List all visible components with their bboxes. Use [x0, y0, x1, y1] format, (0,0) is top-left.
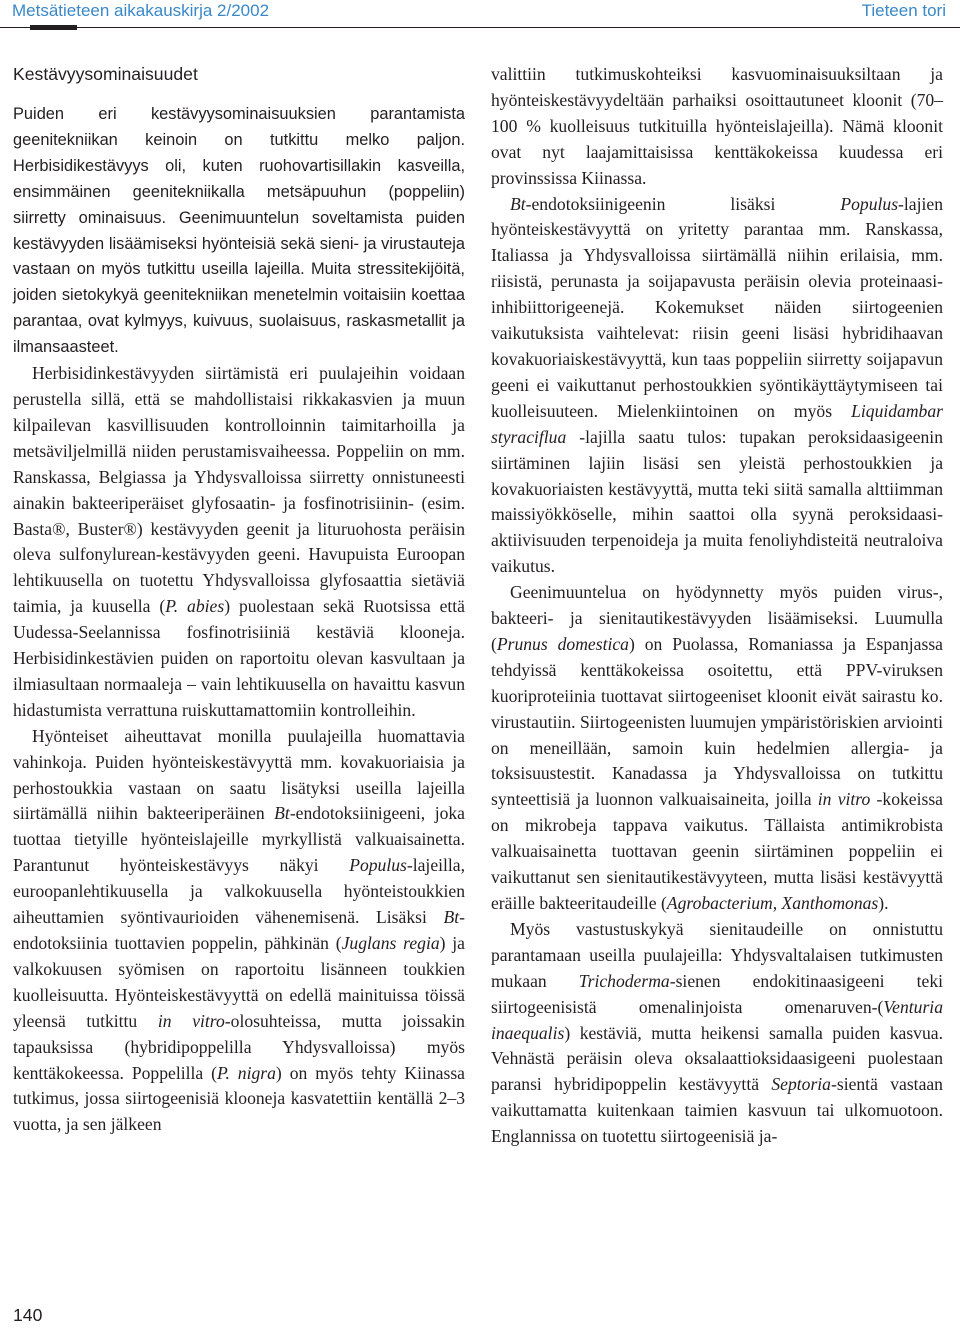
paragraph-insects	[13, 724, 465, 1139]
text-run: ) on myös tehty Kiinassa tutkimus, jossa siirtogeenisiä klooneja kasvatettiin kentällä 2–3 vuotta, ja sen jälkeen	[13, 1062, 465, 1135]
text-run: ) kestäviä, mutta heikensi samalla puiden kasvua. Vehnästä peräisin oleva oksalaattioksidaasigeeni puolestaan paransi hybridipoppelin kestävyyttä	[491, 1022, 943, 1095]
italic-term: in vitro	[817, 789, 871, 810]
italic-term: Bt	[274, 803, 290, 824]
running-header	[0, 0, 960, 34]
paragraph-continued: valittiin tutkimuskohteiksi kasvuominaisuuksiltaan ja hyönteiskestävyydeltään parhaiksi osoittautuneet kloonit (70–100 % kuolleisuus tutkituilla hyönteislajeilla). Nämä kloonit ovat nyt laajamittaisissa kenttäkokeissa kuudessa eri provinssissa Kiinassa.	[491, 64, 943, 188]
text-run: -endotoksiinigeenin lisäksi	[525, 193, 841, 214]
page-number: 140	[13, 1305, 43, 1325]
text-run: ) ja valkokuusen syömisen on raportoitu lisänneen toukkien kuolleisuutta. Hyönteiskestävyyttä on edellä mainituissa töissä yleensä tutkittu	[13, 933, 465, 1031]
text-run: ).	[878, 893, 889, 913]
intro-sans-text: Puiden eri kestävyysominaisuuksien parantamista geenitekniikan keinoin on tutkittu melko paljon. Herbisidikestävyys oli, kuten ruohovartisillakin kasveilla, ensimmäinen geenitekniikalla metsäpuuhun (poppeliin) siirretty ominaisuus.	[13, 105, 465, 227]
italic-term: in vitro	[157, 1010, 225, 1031]
text-run: -olosuhteissa, mutta joissakin tapauksissa (hybridipoppelilla Yhdysvalloissa) myös kenttäkokeessa. Poppelilla (	[13, 1010, 465, 1083]
paragraph-fungal	[491, 917, 943, 1150]
paragraph-proteinase	[491, 192, 943, 581]
text-run: -endotoksiinia tuottavien poppelin, pähkinän (	[13, 907, 465, 953]
text-run: -sientä vastaan vaikuttamatta kuitenkaan taimien kasvuun tai ulkomuotoon. Englannissa on tuotettu siirtogeenisiä ja-	[491, 1074, 943, 1147]
species-name: Venturia inaequalis	[491, 996, 943, 1043]
text-run: -sienen endokitinaasigeeni teki siirtogeenisistä omenalinjoista omenaruven-(	[491, 970, 943, 1017]
species-name: Populus	[840, 193, 899, 214]
paragraph-disease	[491, 580, 943, 917]
species-name: Prunus domestica	[496, 633, 629, 654]
section-name: Tieteen tori	[861, 1, 946, 20]
paragraph-intro	[13, 102, 465, 361]
text-run: Myös vastustuskykyä sienitaudeille on onnistuttu parantamaan useilla puulajeilla: Yhdysvaltalaisen tutkimusten mukaan	[491, 918, 943, 991]
text-run: -lajeilla, euroopanlehtikuusella ja valkokuusella hyönteistoukkien aiheuttamien syöntivaurioiden vähenemisenä. Lisäksi	[13, 855, 465, 928]
text-run: -kokeissa on mikrobeja tappava vaikutus. Tällaista antimikrobista valkuaisainetta tuottavan geenin siirtäminen poppeliin ei vaikuttanut sen sienitautikestävyyteen, mutta lisäsi kestävyyttä eräille bakteeritaudeille (	[491, 789, 943, 913]
header-rule	[0, 27, 960, 28]
section-heading: Kestävyysominaisuudet	[13, 64, 198, 84]
species-name: Trichoderma	[578, 970, 670, 991]
species-name: Agrobacterium, Xanthomonas	[666, 893, 879, 913]
italic-term: Bt	[443, 907, 460, 928]
paragraph-herbicide	[13, 361, 465, 724]
text-run: ) puolestaan sekä Ruotsissa että Uudessa-Seelannissa fosfinotrisiiniä kestäviä klooneja. Herbisidinkestävien puiden on raportoitu olevan kasvultaan ja ilmiasultaan normaaleja – vain lehtikuusella on havaittu kasvun hidastumista verrattuna ruiskuttamattomiin kontrolleihin.	[13, 596, 465, 720]
header-accent-bar	[30, 25, 77, 30]
text-run: ) on Puolassa, Romaniassa ja Espanjassa tehdyissä kenttäkokeissa osoitettu, että PPV-viruksen kuoriproteiinia tuottavat siirtogeeniset kloonit eivät sairastu ko. virustautiin. Siirtogeenisten luumujen ympäristöriskien arviointi on meneillään, samoin kuin hedelmien allergia- ja toksisuustestit. Kanadassa ja Yhdysvalloissa on tutkittu synteettisiä ja luonnon valkuaisaineita, joilla	[491, 633, 943, 810]
species-name: Liquidambar styraciflua	[491, 400, 943, 447]
left-column	[13, 62, 465, 1138]
italic-term: Bt	[510, 193, 526, 214]
journal-title: Metsätieteen aikakauskirja 2/2002	[12, 1, 270, 20]
species-name: Septoria	[771, 1074, 831, 1095]
text-run: Herbisidinkestävyyden siirtämistä eri puulajeihin voidaan perustella sillä, että se mahdollistaisi rikkakasvien ja muun kilpailevan kasvillisuuden kontrolloinnin taimitarhoilla ja metsäviljelmillä niiden perustamisvaiheessa. Poppeliin on mm. Ranskassa, Belgiassa ja Yhdysvalloissa siirretty onnistuneesti ainakin bakteeriperäiset glyfosaatin- ja fosfinotrisiinin- (esim. Basta®, Buster®) kestävyyden geenit ja lituruohosta peräisin oleva sulfonylurean-kestävyyden geeni. Havupuista Euroopan lehtikuusella on tuotettu Yhdysvalloissa glyfosaattia sietäviä taimia, ja kuusella (	[13, 363, 465, 617]
species-name: Populus	[349, 855, 407, 876]
species-name: P. abies	[165, 596, 225, 617]
text-run: -lajilla saatu tulos: tupakan peroksidaasigeenin siirtäminen lajiin lisäsi sen yleistä perhostoukkien ja kovakuoriaisten kestävyyttä, mutta teki siitä samalla alttiimman maissiyökköselle, mihin saattoi olla syynä peroksidaasi-aktiivisuuden terpenoideja ja muita fenoliyhdisteitä neutraloiva vaikutus.	[491, 426, 943, 577]
species-name: Juglans regia	[341, 933, 440, 953]
text-run: -endotoksiinigeeni, joka tuottaa tietyille hyönteislajeille myrkyllistä valkuaisainetta. Parantunut hyönteiskestävyys näkyi	[13, 803, 465, 876]
right-column	[491, 62, 943, 1150]
text-run: Hyönteiset aiheuttavat monilla puulajeilla huomattavia vahinkoja. Puiden hyönteiskestävyyttä mm. kovakuoriaisia ja perhostoukkia vastaan on saatu lisätyksi useilla lajeilla siirtämällä niihin bakteeriperäinen	[13, 725, 465, 824]
text-run: -lajien hyönteiskestävyyttä on yritetty parantaa mm. Ranskassa, Italiassa ja Yhdysvalloissa siirtämällä niihin erilaisia, mm. riisistä, perunasta ja soijapavusta peräisin olevia proteinaasi-inhibiittorigeenejä. Kokemukset näiden siirtogeenien vaikutuksista vaihtelevat: riisin geeni lisäsi hybridihaavan kovakuoriaiskestävyyttä, kun taas poppeliin siirretty soijapavun geeni ei vaikuttanut perhostoukkien syöntikäyttäytymiseen tai kuolleisuuteen. Mielenkiintoinen on myös	[491, 193, 943, 421]
species-name: P. nigra	[216, 1062, 276, 1083]
text-run: Geenimuuntelua on hyödynnetty myös puiden virus-, bakteeri- ja sienitautikestävyyden lisäämiseksi. Luumulla (	[491, 582, 943, 654]
intro-serif-text: Geenimuuntelun soveltamista puiden kestävyyden lisäämiseksi hyönteisiä sekä sieni- ja virustauteja vastaan on myös tutkittu useilla lajeilla. Muita stressitekijöitä, joiden sietokykyä geenitekniikan menetelmin voitaisiin koettaa parantaa, ovat kylmyys, kuivuus, suolaisuus, raskasmetallit ja ilmansaasteet.	[13, 208, 465, 357]
